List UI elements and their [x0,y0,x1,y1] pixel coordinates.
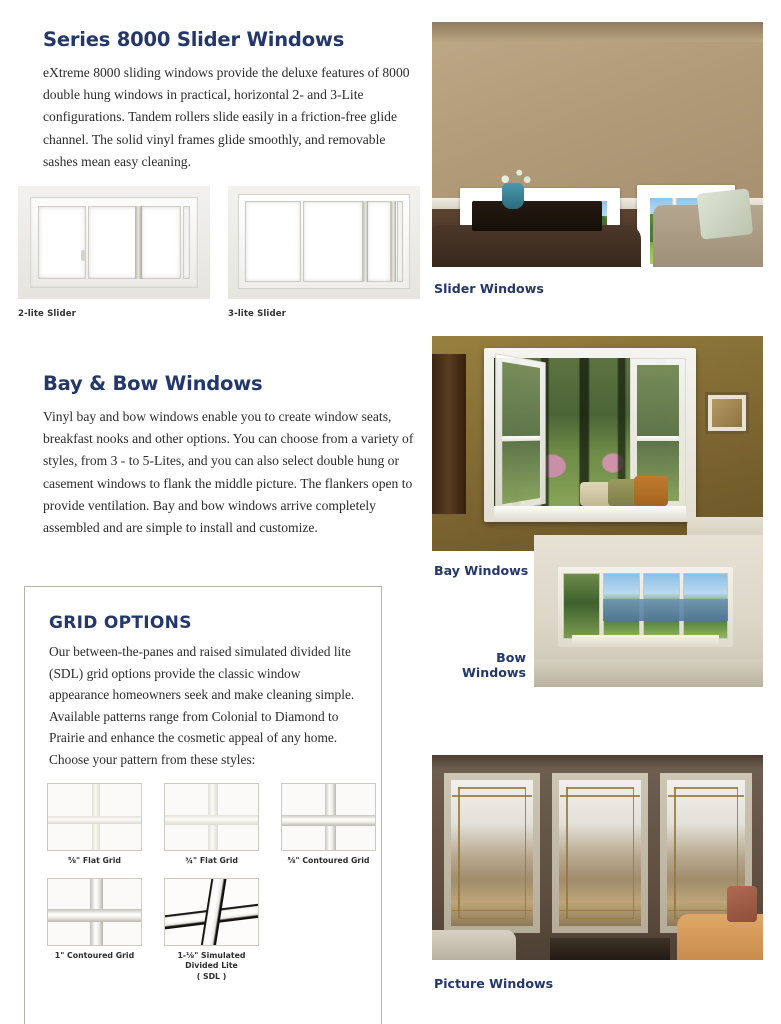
grid-sample-caption: ¾" Flat Grid [184,856,239,865]
window-meeting-rail [502,436,540,442]
room-ceiling [432,22,763,42]
prairie-grid-line [458,787,460,919]
window-frame [30,197,198,288]
baybow-heading: Bay & Bow Windows [43,372,263,395]
photo-caption-bow-line2: Windows [462,665,526,680]
grid-sample-caption-line1: 1-⅛" Simulated [177,950,246,960]
sofa [432,225,641,267]
coffee-table [472,201,602,231]
grid-sample-caption [164,951,259,983]
grid-sample-item [47,878,142,983]
grid-options-body-text: Our between-the-panes and raised simulated divided lite (SDL) grid options provide the classic window appearance homeowners seek and make cleaning simple. Available patterns range from Colonial to Diamond to Prairie and enhance the cosmetic appeal of any home. Choose your pattern from these styles: [49,644,355,767]
photo-slider-windows [432,22,763,267]
grid-bar-horizontal [48,816,141,824]
grid-bar-horizontal [282,815,375,826]
prairie-grid-line [458,787,526,789]
window-view-lake [603,599,728,621]
bay-window-unit [484,348,696,522]
window-pane [245,201,301,282]
grid-swatch-sdl [164,878,259,946]
prairie-grid-line [633,787,635,919]
grid-sample-caption-line2: Divided Lite [185,961,238,970]
grid-sample-caption-line3: ( SDL ) [196,971,227,981]
framed-artwork [705,392,749,434]
grid-sample-caption: 1" Contoured Grid [54,950,135,960]
slider-2lite-illustration [18,186,210,299]
prairie-grid-line [674,787,738,789]
photo-caption-bow-line1: Bow [496,650,526,665]
grid-sample-row [47,878,377,983]
armoire [432,354,466,514]
window-pane [183,206,190,279]
grid-swatch-flat-58 [47,783,142,851]
baybow-section [43,372,418,539]
figure-3lite-slider [228,186,420,319]
accent-chair [432,930,516,960]
figure-2lite-slider [18,186,210,319]
prairie-grid-line [566,787,568,919]
grid-bar-horizontal [165,815,258,825]
grid-sample-row [47,783,377,867]
prairie-grid-line [452,910,532,912]
prairie-grid-line [566,918,634,920]
window-mullion [391,201,396,282]
window-pane [141,206,181,279]
window-latch-icon [81,250,86,261]
grid-options-heading: GRID OPTIONS [49,613,192,633]
photo-caption-slider-windows: Slider Windows [434,281,544,296]
window-frame [238,194,410,289]
artwork-image [712,399,742,427]
grid-swatch-contoured-1in [47,878,142,946]
window-pane [397,201,403,282]
photo-bay-windows [432,336,763,551]
photo-bow-windows [534,535,763,687]
bay-flanker-left [495,353,546,513]
throw-pillow [697,188,754,239]
slider-3lite-illustration [228,186,420,299]
flowers [492,161,536,187]
slider-section [43,28,413,173]
coffee-table [550,938,670,960]
grid-swatch-flat-34 [164,783,259,851]
window-pane [367,201,391,282]
window-pane [563,573,600,639]
throw-pillow [727,886,757,922]
bow-window-unit [558,567,733,647]
grid-sample-caption: ⅝" Contoured Grid [287,856,370,865]
window-mullion [135,206,142,279]
prairie-grid-line [560,795,640,797]
picture-window-center [552,773,648,933]
baybow-body-text: Vinyl bay and bow windows enable you to create window seats, breakfast nooks and other options. You can choose from a variety of styles, from 3 - to 5-Lites, and you can also select double hung or casement windows to flank the middle picture. The flankers open to provide ventilation. Bay and bow windows arrive completely assembled and are simple to install and customize. [43,409,414,536]
window-mullion [363,201,368,282]
grid-sample-caption: ⅝" Flat Grid [67,856,122,865]
picture-window-left [444,773,540,933]
grid-swatch-contoured-58 [281,783,376,851]
slider-body-text: eXtreme 8000 sliding windows provide the deluxe features of 8000 double hung windows in practical, horizontal 2- and 3-Lite configurations. Tandem rollers slide easily in a friction-free glide channel. The solid vinyl frames glide smoothly, and removable sashes mean easy cleaning. [43,65,410,169]
grid-samples [47,783,377,993]
photo-caption-bow-windows [434,650,526,680]
figure-caption-2lite: 2-lite Slider [18,309,76,319]
grid-sample-item [47,783,142,867]
window-pane [38,206,86,279]
prairie-grid-line [566,787,634,789]
photo-caption-bay-windows: Bay Windows [434,563,529,578]
grid-options-box [24,586,382,1024]
prairie-grid-line [525,787,527,919]
prairie-grid-line [458,918,526,920]
window-glass [559,780,641,926]
photo-picture-windows [432,755,763,960]
prairie-grid-line [560,910,640,912]
grid-sample-item [281,783,376,867]
room-ceiling [432,755,763,769]
window-glass [451,780,533,926]
prairie-grid-line [668,795,744,797]
window-glass [502,362,540,505]
window-sill [572,635,719,647]
room-wainscot [534,659,763,687]
slider-heading: Series 8000 Slider Windows [43,28,345,51]
grid-sample-item [164,878,259,983]
window-meeting-rail [637,436,679,441]
window-seat [494,506,686,522]
grid-bar-horizontal [48,909,141,922]
figure-caption-3lite: 3-lite Slider [228,309,286,319]
prairie-grid-line [452,795,532,797]
throw-pillow [634,476,668,506]
window-pane [88,206,140,279]
photo-caption-picture-windows: Picture Windows [434,976,554,991]
window-pane [303,201,363,282]
grid-sample-item [164,783,259,867]
prairie-grid-line [674,787,676,919]
